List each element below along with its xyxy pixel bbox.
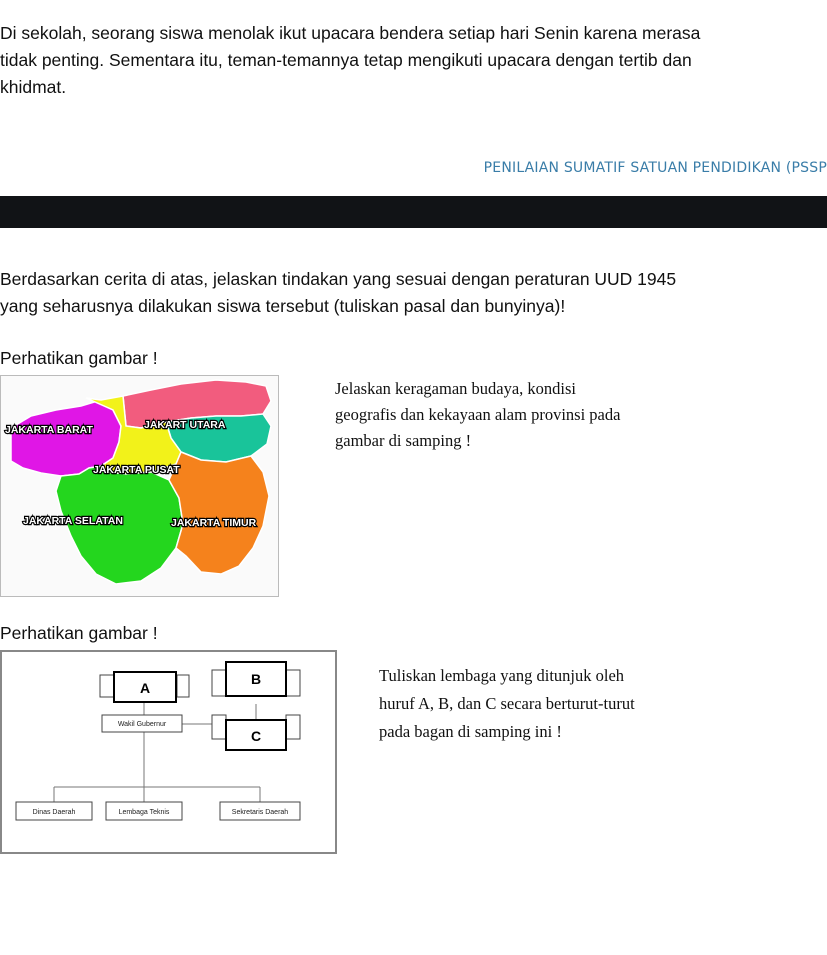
question-2-text [0, 266, 676, 320]
header-band [0, 196, 827, 228]
map-region-jakarta-timur [169, 452, 269, 574]
map-label-jakarta-barat: JAKARTA BARAT [5, 424, 93, 436]
question-1-line: Di sekolah, seorang siswa menolak ikut upacara bendera setiap hari Senin karena merasa [0, 23, 701, 43]
org-side-box [177, 675, 189, 697]
org-side-box [212, 715, 226, 739]
org-box-a-label: A [139, 680, 151, 696]
org-box-wakil-gubernur-label: Wakil Gubernur [117, 721, 167, 728]
map-question-line: geografis dan kekayaan alam provinsi pada [335, 405, 621, 424]
org-side-box [286, 715, 300, 739]
org-side-box [212, 670, 226, 696]
org-box-c-label: C [250, 728, 262, 744]
org-side-box [286, 670, 300, 696]
question-1-line: khidmat. [0, 77, 67, 97]
org-question-line: huruf A, B, dan C secara berturut-turut [379, 694, 635, 713]
org-chart-image [0, 650, 337, 854]
map-question-line: gambar di samping ! [335, 431, 472, 450]
jakarta-map-svg [1, 376, 278, 596]
org-box-b-label: B [250, 671, 262, 687]
map-label-jakarta-selatan: JAKARTA SELATAN [23, 515, 123, 527]
org-section-heading: Perhatikan gambar ! [0, 623, 158, 643]
map-label-jakarta-utara: JAKART UTARA [144, 419, 226, 431]
org-question-text [379, 662, 635, 746]
org-chart-svg [2, 652, 335, 852]
map-label-jakarta-pusat: JAKARTA PUSAT [93, 464, 180, 476]
org-side-box [100, 675, 114, 697]
map-question-text [335, 376, 620, 454]
org-box-dinas-daerah-label: Dinas Daerah [32, 809, 76, 816]
exam-banner-title: PENILAIAN SUMATIF SATUAN PENDIDIKAN (PSSP [483, 160, 827, 176]
jakarta-map-image [0, 375, 279, 597]
question-2-line: yang seharusnya dilakukan siswa tersebut (tuliskan pasal dan bunyinya)! [0, 296, 566, 316]
org-question-line: pada bagan di samping ini ! [379, 722, 562, 741]
org-box-lembaga-teknis-label: Lembaga Teknis [118, 809, 170, 816]
map-section-heading: Perhatikan gambar ! [0, 348, 158, 368]
map-label-jakarta-timur: JAKARTA TIMUR [171, 517, 257, 529]
question-2-line: Berdasarkan cerita di atas, jelaskan tindakan yang sesuai dengan peraturan UUD 1945 [0, 269, 677, 289]
org-question-line: Tuliskan lembaga yang ditunjuk oleh [379, 666, 625, 685]
map-question-line: Jelaskan keragaman budaya, kondisi [335, 379, 577, 398]
question-1-line: tidak penting. Sementara itu, teman-temannya tetap mengikuti upacara dengan tertib dan [0, 50, 692, 70]
org-box-sekretaris-daerah-label: Sekretaris Daerah [231, 809, 289, 816]
question-1-text [0, 20, 700, 101]
